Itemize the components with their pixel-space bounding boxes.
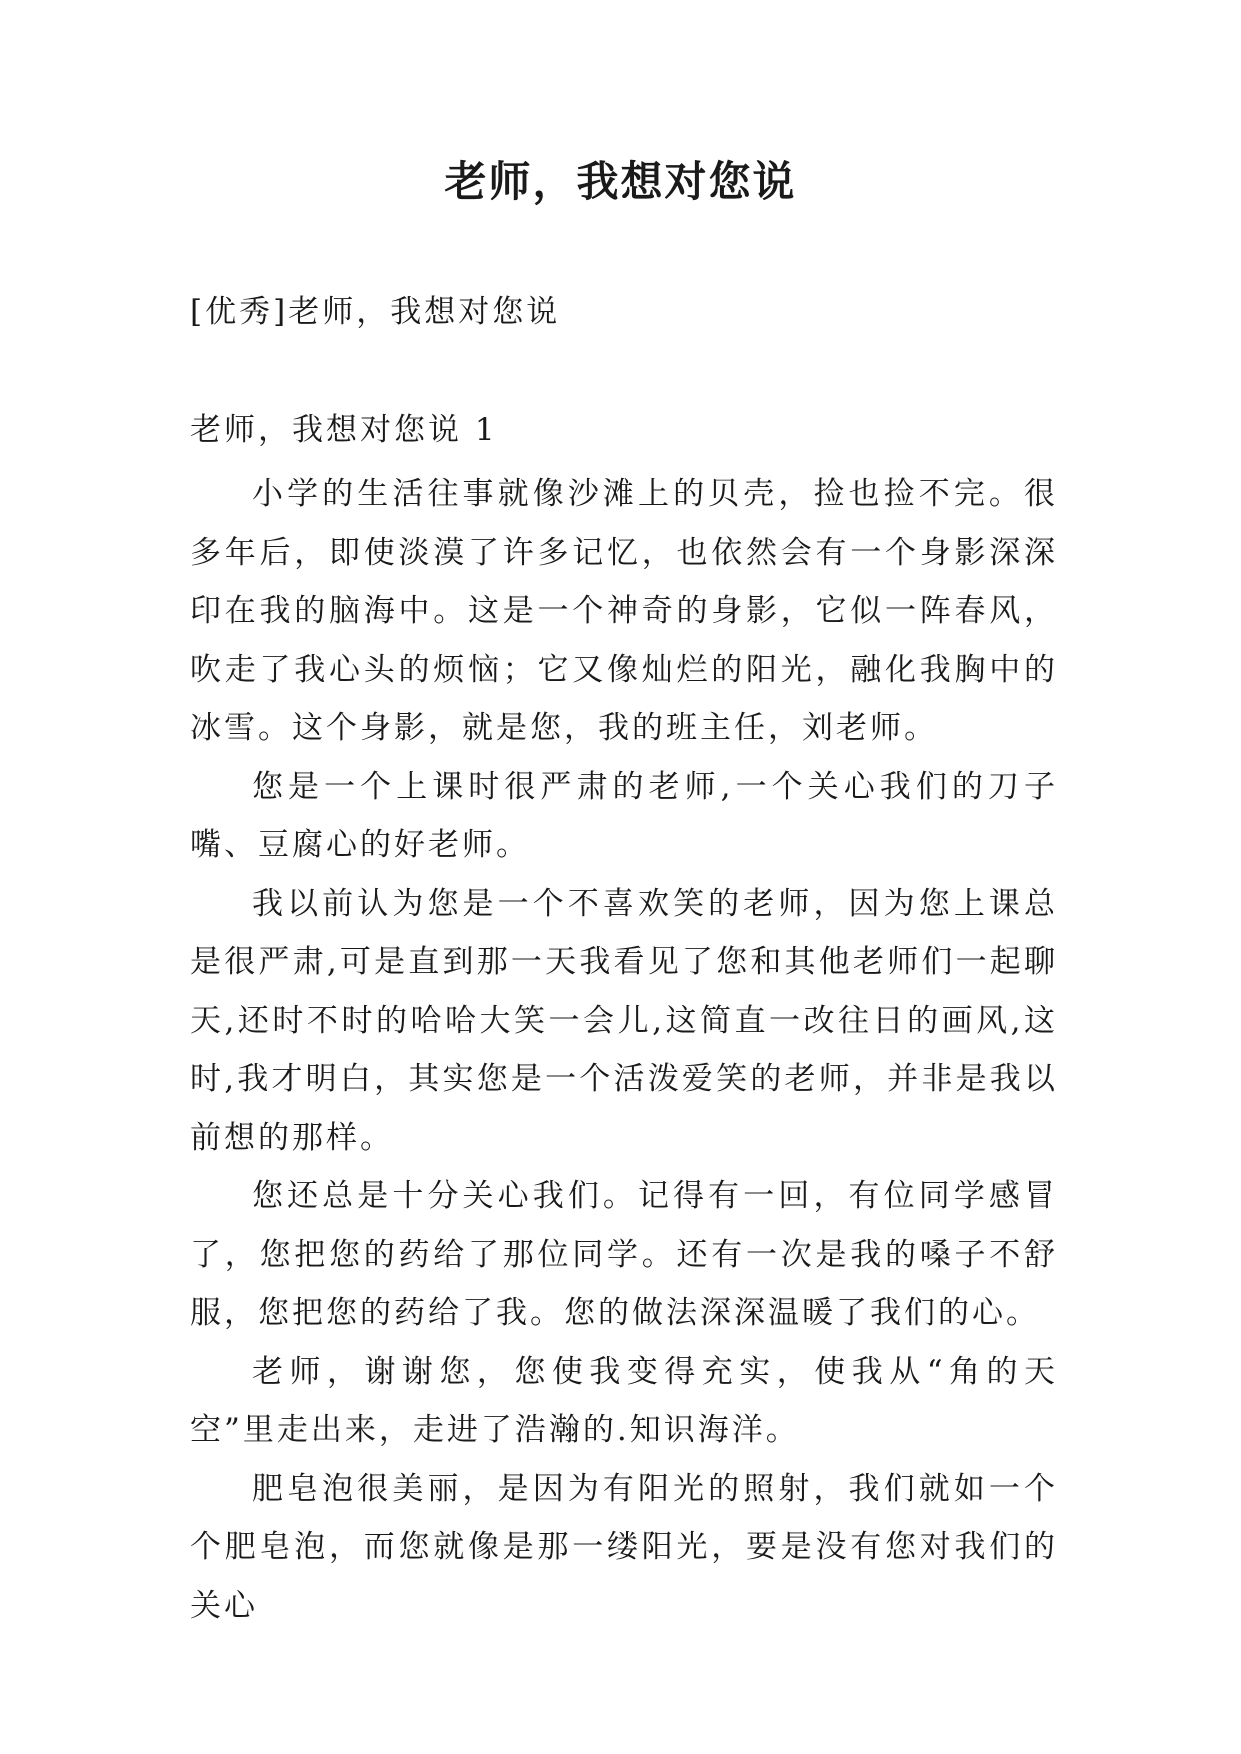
- paragraph: 小学的生活往事就像沙滩上的贝壳，捡也捡不完。很多年后，即使淡漠了许多记忆，也依然会有一个身影深深印在我的脑海中。这是一个神奇的身影，它似一阵春风，吹走了我心头的烦恼；它又像灿烂的阳光，融化我胸中的冰雪。这个身影，就是您，我的班主任，刘老师。: [190, 476, 1058, 746]
- document-title: 老师，我想对您说: [444, 157, 797, 206]
- article-body: [190, 465, 1058, 1635]
- paragraph: 您是一个上课时很严肃的老师,一个关心我们的刀子嘴、豆腐心的好老师。: [190, 768, 1058, 863]
- document-subtitle: [优秀]老师，我想对您说: [190, 294, 561, 330]
- paragraph: 您还总是十分关心我们。记得有一回，有位同学感冒了，您把您的药给了那位同学。还有一次是我的嗓子不舒服，您把您的药给了我。您的做法深深温暖了我们的心。: [190, 1178, 1058, 1331]
- paragraph: 老师，谢谢您，您使我变得充实，使我从“角的天空”里走出来，走进了浩瀚的.知识海洋。: [190, 1353, 1058, 1448]
- section-heading: 老师，我想对您说 1: [190, 412, 498, 448]
- paragraph: 肥皂泡很美丽，是因为有阳光的照射，我们就如一个个肥皂泡，而您就像是那一缕阳光，要是没有您对我们的关心: [190, 1470, 1058, 1624]
- paragraph: 我以前认为您是一个不喜欢笑的老师，因为您上课总是很严肃,可是直到那一天我看见了您和其他老师们一起聊天,还时不时的哈哈大笑一会儿,这简直一改往日的画风,这时,我才明白，其实您是一个活泼爱笑的老师，并非是我以前想的那样。: [190, 885, 1058, 1156]
